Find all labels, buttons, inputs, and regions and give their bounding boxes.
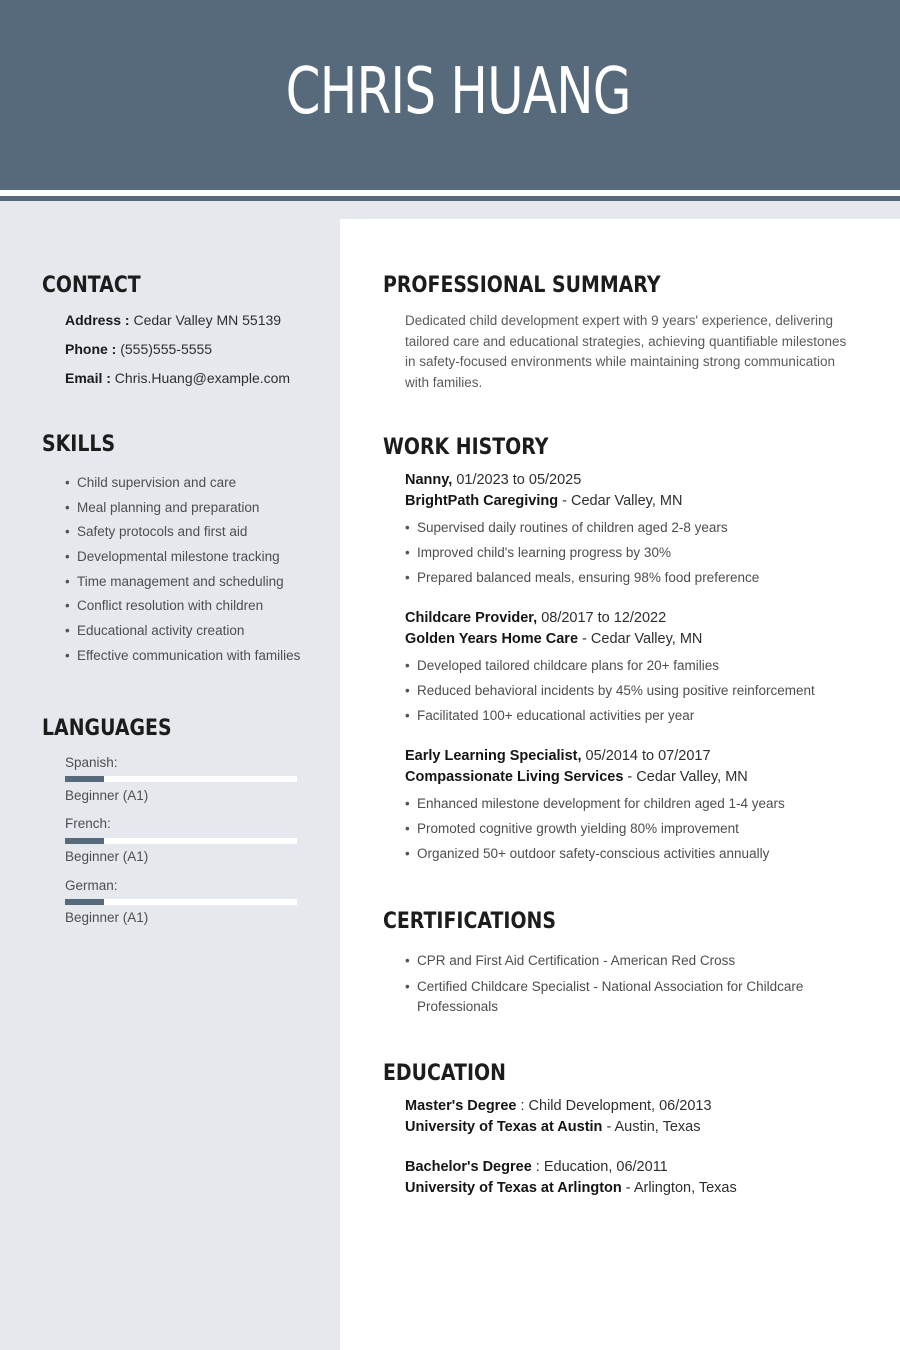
language-proficiency-bar (65, 838, 297, 844)
language-name: German: (65, 878, 118, 893)
summary-text: Dedicated child development expert with 9 years' experience, delivering tailored care and educational strategies, achieving quantifiable milestones in safety-focused environments while maintaining strong communication with families. (405, 313, 847, 390)
skill-item: • Educational activity creation (65, 623, 300, 638)
language-level: Beginner (A1) (65, 910, 149, 925)
skill-item: • Time management and scheduling (65, 574, 300, 589)
job-company: BrightPath Caregiving (405, 493, 559, 509)
language-proficiency-bar (65, 776, 297, 782)
work-history-heading: WORK HISTORY (383, 435, 549, 460)
language-proficiency-fill (65, 899, 104, 905)
job-company: Compassionate Living Services (405, 769, 624, 785)
job-bullet: • Facilitated 100+ educational activities per year (405, 708, 815, 723)
contact-email (65, 370, 290, 386)
education-school: University of Texas at Austin (405, 1119, 603, 1135)
job-bullet: • Prepared balanced meals, ensuring 98% food preference (405, 570, 759, 585)
email-value[interactable]: Chris.Huang@example.com (114, 370, 291, 386)
job-bullets (405, 658, 815, 723)
skill-item: • Child supervision and care (65, 475, 300, 490)
education-location: - Austin, Texas (606, 1119, 701, 1135)
education-detail: : Education, 06/2011 (535, 1159, 668, 1175)
header-banner (0, 0, 900, 190)
contact-heading: CONTACT (42, 273, 141, 298)
phone-value: (555)555-5555 (120, 341, 213, 357)
skill-item: • Conflict resolution with children (65, 598, 300, 613)
education-degree-line (405, 1098, 712, 1114)
contact-phone (65, 341, 212, 357)
contact-address (65, 312, 281, 328)
job-location: - Cedar Valley, MN (562, 493, 683, 509)
education-degree-line (405, 1159, 668, 1175)
education-school: University of Texas at Arlington (405, 1180, 622, 1196)
address-label: Address : (65, 312, 130, 328)
skills-heading: SKILLS (42, 432, 116, 457)
job-title-line (405, 610, 666, 626)
education-degree: Bachelor's Degree (405, 1159, 532, 1175)
address-value: Cedar Valley MN 55139 (133, 312, 282, 328)
education-location: - Arlington, Texas (625, 1180, 737, 1196)
language-proficiency-bar (65, 899, 297, 905)
job-title: Childcare Provider, (405, 610, 538, 626)
job-bullets (405, 520, 759, 585)
education-heading: EDUCATION (383, 1061, 506, 1086)
skill-item: • Safety protocols and first aid (65, 524, 300, 539)
job-company: Golden Years Home Care (405, 631, 579, 647)
skills-list (65, 475, 300, 663)
language-name: Spanish: (65, 755, 118, 770)
skill-item: • Developmental milestone tracking (65, 549, 300, 564)
language-level: Beginner (A1) (65, 849, 149, 864)
education-degree: Master's Degree (405, 1098, 517, 1114)
certification-item: • Certified Childcare Specialist - National Association for Childcare Professionals (405, 977, 845, 1018)
language-proficiency-fill (65, 838, 104, 844)
phone-label: Phone : (65, 341, 117, 357)
job-bullet: • Improved child's learning progress by 30% (405, 545, 759, 560)
job-dates: 08/2017 to 12/2022 (541, 610, 667, 626)
job-bullet: • Reduced behavioral incidents by 45% using positive reinforcement (405, 683, 815, 698)
job-bullet: • Enhanced milestone development for children aged 1-4 years (405, 796, 785, 811)
education-school-line (405, 1119, 700, 1135)
job-dates: 05/2014 to 07/2017 (585, 748, 711, 764)
job-bullet: • Organized 50+ outdoor safety-conscious activities annually (405, 846, 785, 861)
skill-item: • Effective communication with families (65, 648, 300, 663)
job-location: - Cedar Valley, MN (627, 769, 748, 785)
certifications-list (405, 951, 845, 1023)
job-location: - Cedar Valley, MN (582, 631, 703, 647)
job-bullet: • Promoted cognitive growth yielding 80% improvement (405, 821, 785, 836)
language-level: Beginner (A1) (65, 788, 149, 803)
skill-item: • Meal planning and preparation (65, 500, 300, 515)
candidate-name: CHRIS HUANG (285, 55, 631, 129)
summary-heading: PROFESSIONAL SUMMARY (383, 273, 661, 298)
email-label: Email : (65, 370, 111, 386)
job-title: Nanny, (405, 472, 453, 488)
job-title: Early Learning Specialist, (405, 748, 582, 764)
education-school-line (405, 1180, 737, 1196)
job-title-line (405, 472, 581, 488)
certifications-heading: CERTIFICATIONS (383, 909, 556, 934)
job-company-line (405, 631, 702, 647)
top-band (340, 201, 900, 219)
job-bullet: • Developed tailored childcare plans for 20+ families (405, 658, 815, 673)
certification-item: • CPR and First Aid Certification - American Red Cross (405, 951, 845, 972)
job-company-line (405, 769, 748, 785)
job-dates: 01/2023 to 05/2025 (456, 472, 582, 488)
job-company-line (405, 493, 682, 509)
education-detail: : Child Development, 06/2013 (520, 1098, 712, 1114)
language-name: French: (65, 816, 111, 831)
job-bullet: • Supervised daily routines of children aged 2-8 years (405, 520, 759, 535)
job-bullets (405, 796, 785, 861)
job-title-line (405, 748, 711, 764)
languages-heading: LANGUAGES (42, 716, 172, 741)
language-proficiency-fill (65, 776, 104, 782)
